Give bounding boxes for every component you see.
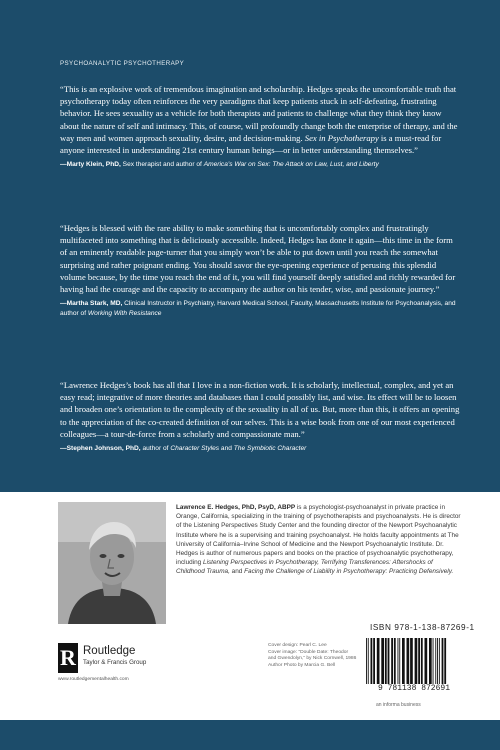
barcode-bar: [381, 638, 384, 684]
barcode-bar: [366, 638, 367, 684]
blurb-stark: [60, 222, 460, 318]
barcode-bar: [437, 638, 438, 684]
barcode-bar: [388, 638, 390, 684]
barcode-bar: [433, 638, 434, 684]
barcode-bars: [364, 638, 464, 684]
isbn-label: ISBN 978-1-138-87269-1: [370, 623, 475, 632]
barcode-bar: [418, 638, 420, 684]
category-label: PSYCHOANALYTIC PSYCHOTHERAPY: [60, 60, 185, 67]
blurb-quote: “This is an explosive work of tremendous imagination and scholarship. Hedges speaks the uncomfortable truth that psychotherapy today often reinforces the very paradigms that keep patients stuck in self-defeating, frustrating behavior. He sees sexuality as a vehicle for both therapists and patients to challenge what they think they know about the nature of self and intimacy. This, of course, will profoundly change both the enterprise of therapy, and the way men and women approach sexuality, desire, and decision-making. Sex in Psychotherapy is a must-read for anyone interested in understanding 21st century human beings—or in better understanding themselves.”: [60, 84, 458, 156]
cover-bottom-panel: [0, 492, 500, 720]
barcode-bar: [444, 638, 446, 684]
barcode-bar: [385, 638, 387, 684]
barcode-digits: 9 781138 872691: [377, 684, 450, 693]
publisher-url: www.routledgementalhealth.com: [58, 677, 129, 682]
book-title: Sex in Psychotherapy: [304, 132, 379, 143]
publisher-logo: [58, 643, 208, 683]
blurb-attribution: —Marty Klein, PhD, Sex therapist and author of America’s War on Sex: The Attack on Law, Lust, and Liberty: [60, 161, 379, 169]
author-name: Lawrence E. Hedges, PhD, PsyD, ABPP: [176, 504, 296, 511]
publisher-group: Taylor & Francis Group: [83, 659, 147, 666]
cover-bottom-strip: [0, 720, 500, 750]
barcode-bar: [398, 638, 399, 684]
author-photo: [58, 502, 166, 624]
cover-credits: Cover design: Pearl C. Lee Cover image: “Double Date: Theodor and Gwendolyn,” by Nick Cornwell, 1986 Author Photo by Marcia G. Bell: [268, 643, 357, 668]
barcode-bar: [435, 638, 436, 684]
barcode-bar: [407, 638, 410, 684]
barcode-bar: [410, 638, 413, 684]
barcode-bar: [421, 638, 423, 684]
informa-tagline: an informa business: [376, 702, 421, 708]
barcode-bar: [394, 638, 396, 684]
barcode-bar: [377, 638, 380, 684]
author-photo-image: [58, 502, 166, 624]
barcode-bar: [415, 638, 418, 684]
barcode-bar: [368, 638, 369, 684]
barcode-bar: [402, 638, 405, 684]
barcode-bar: [373, 638, 375, 684]
blurb-quote: “Lawrence Hedges’s book has all that I love in a non-fiction work. It is scholarly, intellectual, complex, and yet an easy read; integrative of more theories and databases than I could possibly list, and wise. Its effect will be to loosen and broaden one’s orientation to the complexity of the sexuality in all of us. But, more than this, it offers an opening to the appreciation of the co-created definition of our selves. This is a wise book from one of our most experienced colleagues—a tour-de-force from a scholarly and compassionate man.”: [60, 380, 460, 439]
publisher-name: Routledge: [83, 645, 136, 657]
barcode-bar: [442, 638, 444, 684]
barcode: [364, 638, 464, 695]
blurb-attribution: —Stephen Johnson, PhD, author of Character Styles and The Symbiotic Character: [60, 445, 307, 453]
barcode-bar: [439, 638, 440, 684]
author-bio: Lawrence E. Hedges, PhD, PsyD, ABPP is a psychologist-psychoanalyst in private practice in Orange, California, specializing in the training of psychotherapists and psychoanalysts. He is director of the Listening Perspectives Study Center and the founding director of the Newport Psychoanalytic Institute where he is a supervising and training psychoanalyst. He holds faculty appointments at The University of California–Irvine School of Medicine and the Newport Psychoanalytic Institute. Dr. Hedges is author of numerous papers and books on the practice of psychoanalytic psychotherapy, including Listening Perspectives in Psychotherapy, Terrifying Transferences: Aftershocks of Childhood Trauma, and Facing the Challenge of Liability in Psychotherapy: Practicing Defensively.: [176, 504, 461, 576]
blurb-quote: “Hedges is blessed with the rare ability to make something that is uncomfortably complex and frustratingly multifaceted into something that is deliciously accessible. Indeed, Hedges has done it again—this time in the form of an eminently readable page-turner that you simply won’t be able to put down until you reach the somewhat surprising and rather poignant ending. You should savor the eye-opening experience of perusing this splendid volume because, by the time you reach the end of it, you will find yourself deeply satisfied and richly rewarded for having had the courage and the capacity to accompany the author on his tender, wise, and passionate journey.”: [60, 223, 456, 295]
blurb-johnson: [60, 379, 460, 453]
blurb-attribution: —Martha Stark, MD, Clinical Instructor in Psychiatry, Harvard Medical School, Faculty, Massachusetts Institute for Psychoanalysis, and author of Working With Resistance: [60, 300, 456, 317]
barcode-bar: [425, 638, 428, 684]
barcode-bar: [399, 638, 400, 684]
barcode-bar: [429, 638, 432, 684]
blurb-klein: [60, 83, 460, 170]
barcode-bar: [391, 638, 393, 684]
barcode-bar: [371, 638, 373, 684]
routledge-logo-icon: R: [58, 643, 78, 673]
